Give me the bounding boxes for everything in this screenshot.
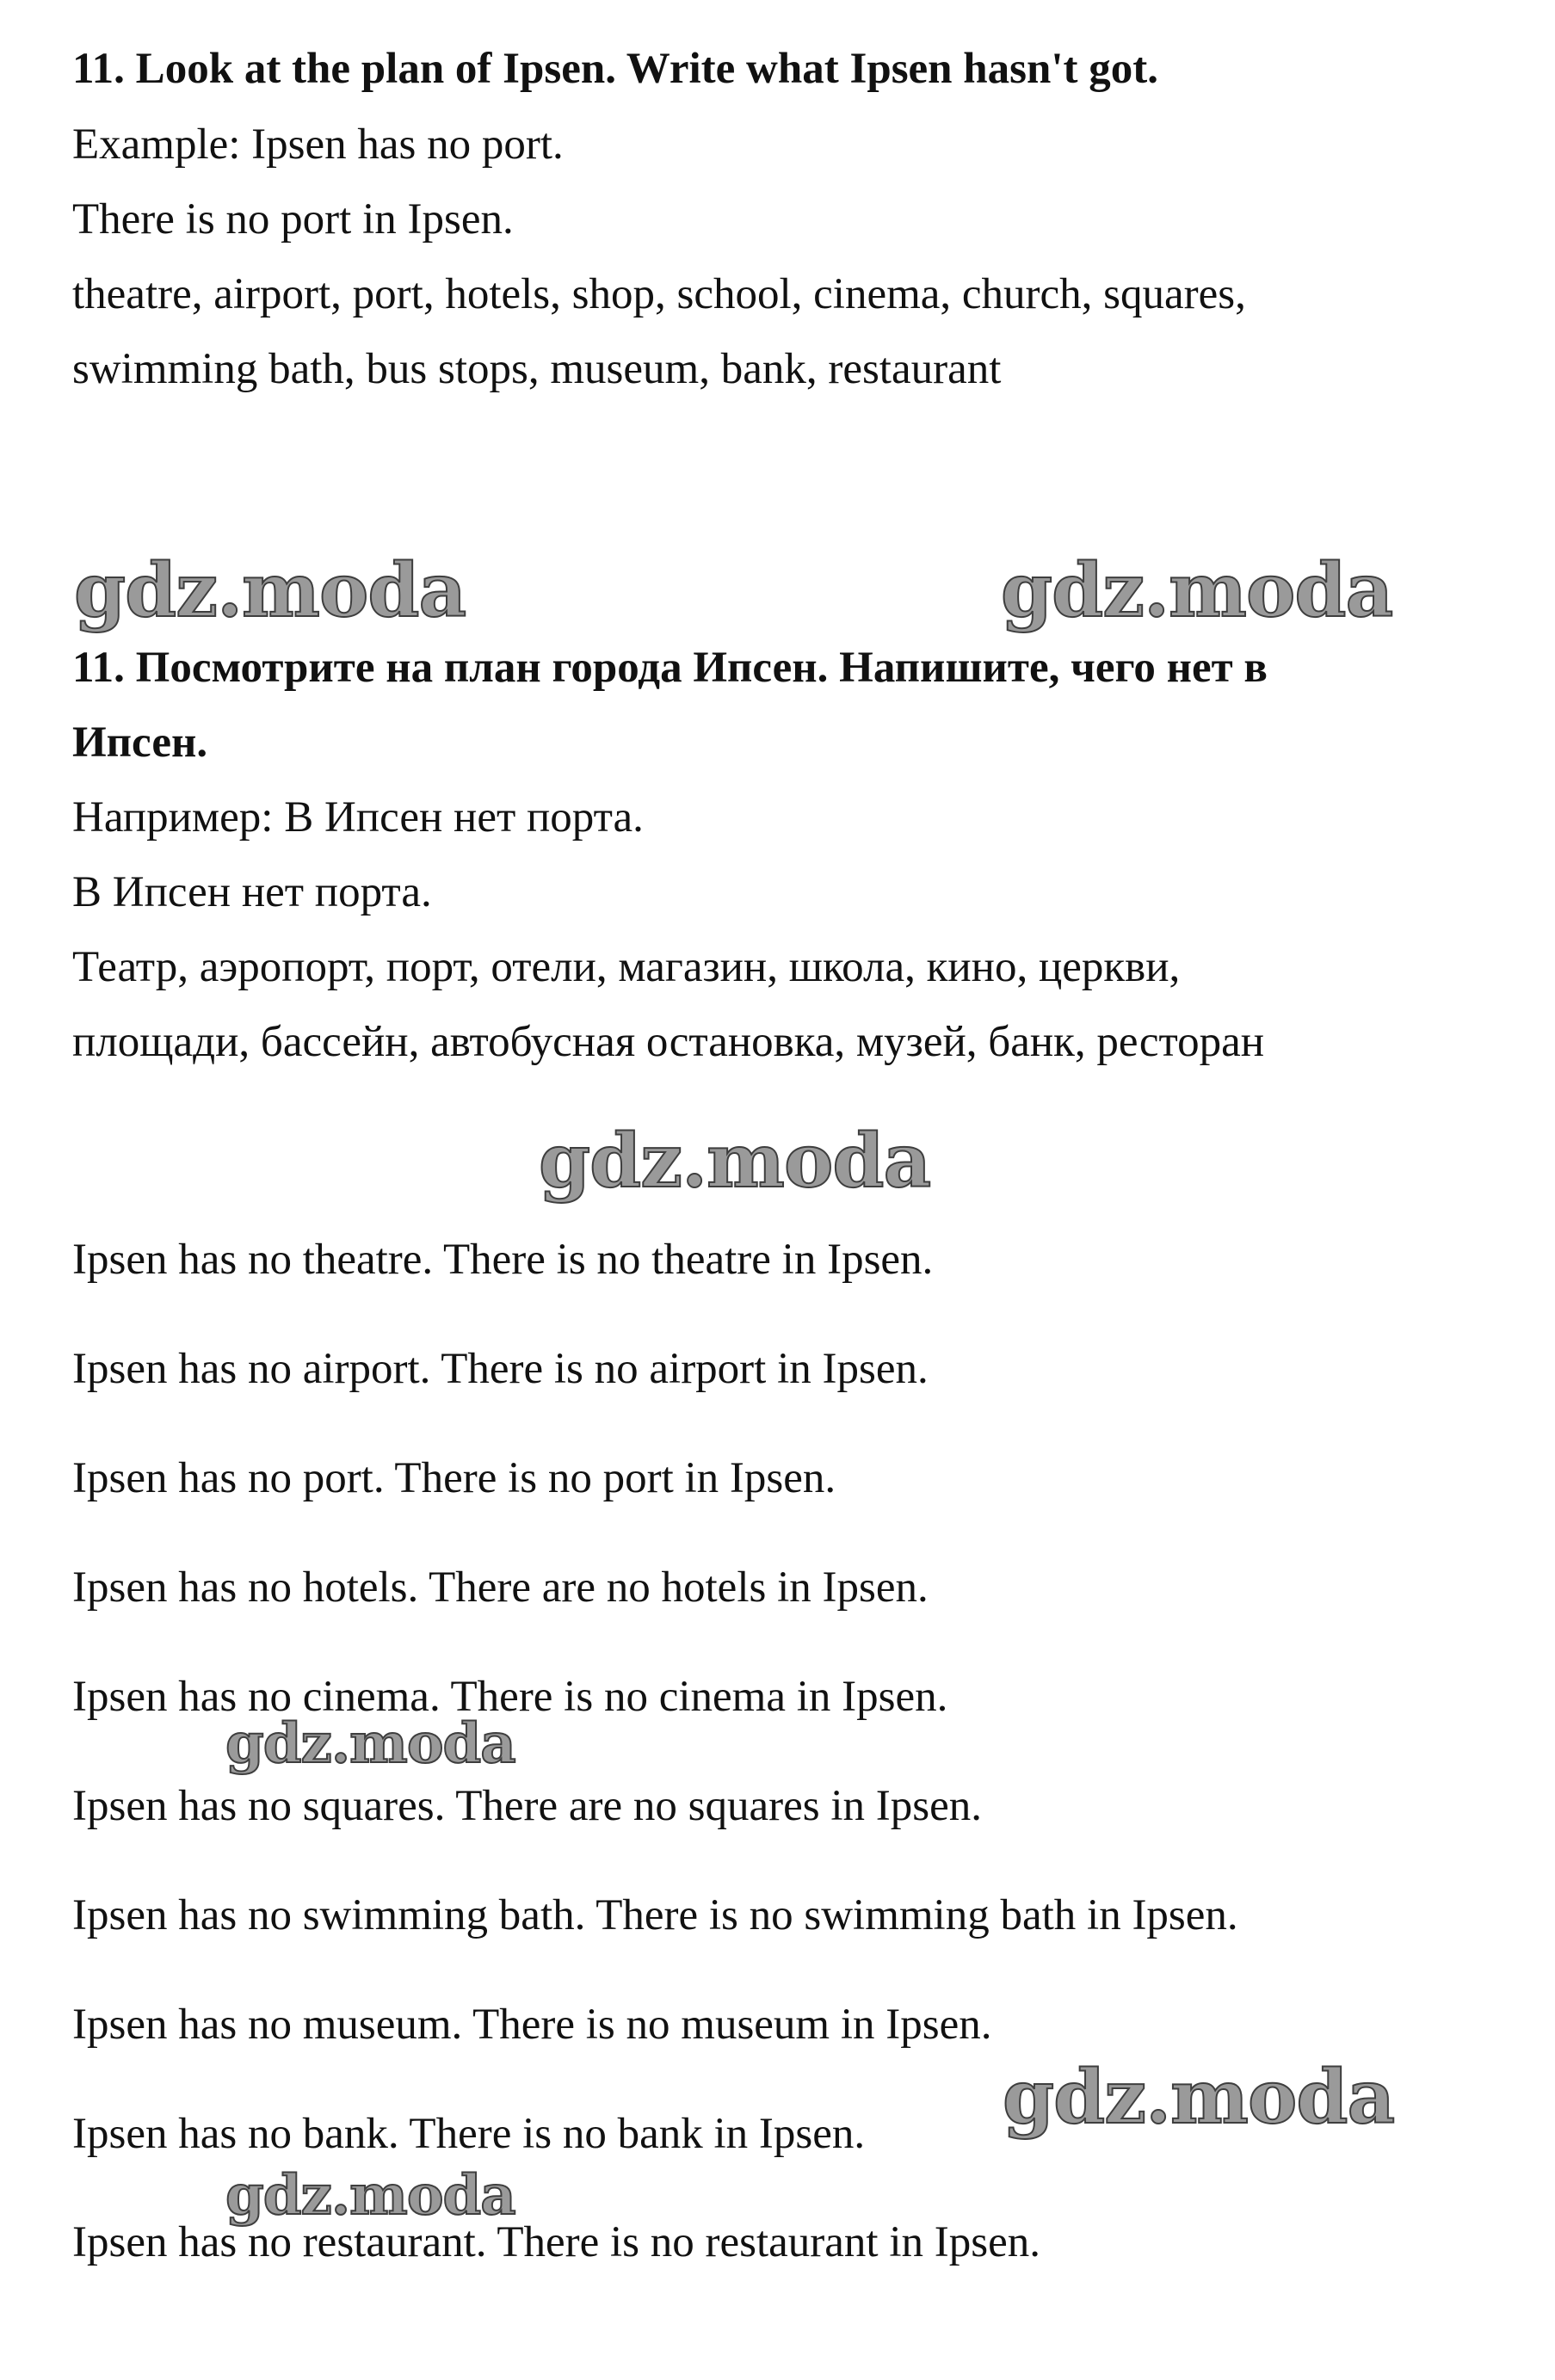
english-example: Example: Ipsen has no port. <box>72 120 564 169</box>
english-words-line-2: swimming bath, bus stops, museum, bank, restaurant <box>72 345 1002 393</box>
answer-line-10: Ipsen has no restaurant. There is no restaurant in Ipsen. <box>72 2218 1040 2266</box>
russian-example-answer: В Ипсен нет порта. <box>72 868 432 916</box>
answer-line-7: Ipsen has no swimming bath. There is no swimming bath in Ipsen. <box>72 1891 1238 1939</box>
answer-line-3: Ipsen has no port. There is no port in Ipsen. <box>72 1454 836 1502</box>
answer-line-4: Ipsen has no hotels. There are no hotels in Ipsen. <box>72 1563 929 1612</box>
russian-example: Например: В Ипсен нет порта. <box>72 793 644 842</box>
answer-line-5: Ipsen has no cinema. There is no cinema in Ipsen. <box>72 1673 948 1721</box>
russian-words-line-1: Театр, аэропорт, порт, отели, магазин, школа, кино, церкви, <box>72 943 1181 991</box>
watermark: gdz.moda <box>539 1118 931 1205</box>
watermark: gdz.moda <box>225 2163 515 2228</box>
english-task-title: 11. Look at the plan of Ipsen. Write what Ipsen hasn't got. <box>72 45 1159 93</box>
russian-words-line-2: площади, бассейн, автобусная остановка, музей, банк, ресторан <box>72 1018 1264 1066</box>
watermark: gdz.moda <box>1001 547 1393 634</box>
russian-task-title-line-2: Ипсен. <box>72 718 208 767</box>
russian-task-title-line-1: 11. Посмотрите на план города Ипсен. Напишите, чего нет в <box>72 644 1268 692</box>
english-words-line-1: theatre, airport, port, hotels, shop, school, cinema, church, squares, <box>72 270 1246 318</box>
watermark: gdz.moda <box>1003 2054 1395 2141</box>
answer-line-6: Ipsen has no squares. There are no squares in Ipsen. <box>72 1782 982 1830</box>
watermark: gdz.moda <box>225 1711 515 1776</box>
answer-line-1: Ipsen has no theatre. There is no theatre in Ipsen. <box>72 1236 934 1284</box>
answer-line-8: Ipsen has no museum. There is no museum in Ipsen. <box>72 2001 992 2049</box>
watermark: gdz.moda <box>74 547 466 634</box>
english-example-answer: There is no port in Ipsen. <box>72 195 514 244</box>
answer-line-9: Ipsen has no bank. There is no bank in Ipsen. <box>72 2110 866 2158</box>
answer-line-2: Ipsen has no airport. There is no airport in Ipsen. <box>72 1345 929 1393</box>
